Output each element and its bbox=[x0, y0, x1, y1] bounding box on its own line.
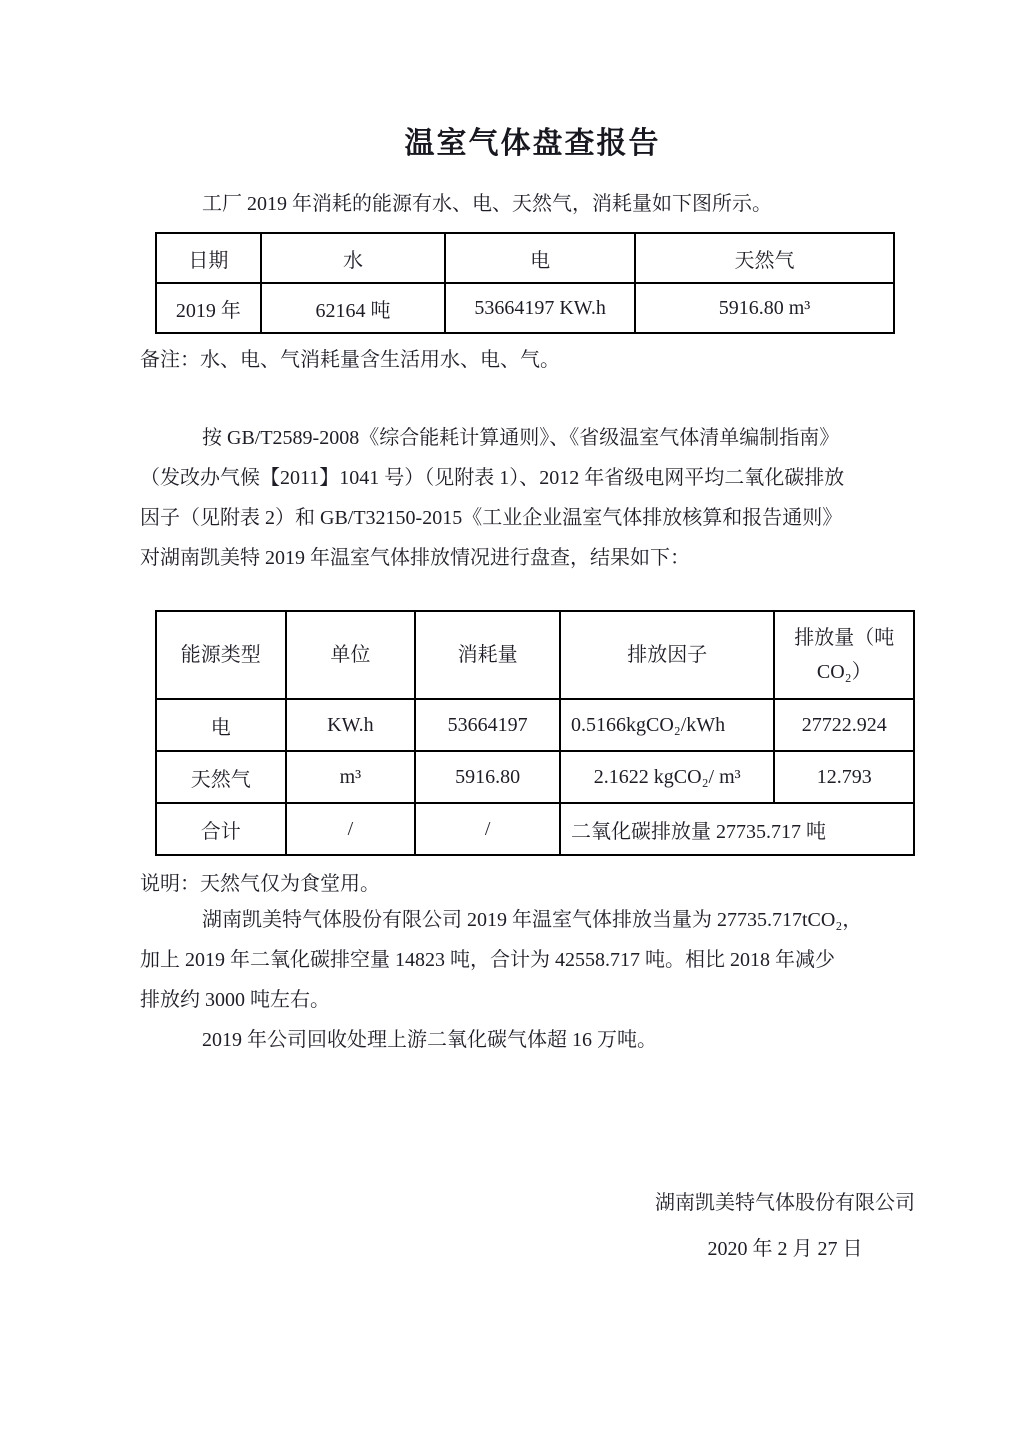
table2-remark: 说明：天然气仅为食堂用。 bbox=[140, 873, 380, 895]
cell-emission-factor: 2.1622 kgCO₂/ m³ bbox=[560, 751, 775, 803]
column-header-emission-factor: 排放因子 bbox=[560, 611, 775, 699]
cell-consumption: 53664197 bbox=[415, 699, 560, 751]
column-header-electricity: 电 bbox=[445, 233, 635, 283]
table-row-natural-gas bbox=[156, 751, 914, 803]
paragraph-line: 排放约 3000 吨左右。 bbox=[140, 989, 330, 1011]
intro-paragraph: 工厂 2019 年消耗的能源有水、电、天然气，消耗量如下图所示。 bbox=[202, 193, 772, 215]
cell-total-consumption: / bbox=[415, 803, 560, 855]
cell-total-unit: / bbox=[286, 803, 416, 855]
column-header-water: 水 bbox=[261, 233, 446, 283]
table-header-row bbox=[156, 611, 914, 699]
cell-energy-type: 电 bbox=[156, 699, 286, 751]
paragraph-line: 对湖南凯美特 2019 年温室气体排放情况进行盘查，结果如下： bbox=[140, 547, 690, 569]
cell-year: 2019 年 bbox=[156, 283, 261, 333]
paragraph-line: 2019 年公司回收处理上游二氧化碳气体超 16 万吨。 bbox=[202, 1029, 657, 1051]
emission-result-table bbox=[155, 610, 915, 856]
signature-company: 湖南凯美特气体股份有限公司 bbox=[655, 1192, 915, 1214]
signature-block bbox=[655, 1188, 915, 1264]
paragraph-line: （发改办气候【2011】1041 号）（见附表 1）、2012 年省级电网平均二氧化碳排放 bbox=[140, 467, 845, 489]
table-row bbox=[156, 283, 894, 333]
paragraph-line: 加上 2019 年二氧化碳排空量 14823 吨，合计为 42558.717 吨。相比 2018 年减少 bbox=[140, 949, 835, 971]
cell-total-emission: 二氧化碳排放量 27735.717 吨 bbox=[560, 803, 914, 855]
table-header-row bbox=[156, 233, 894, 283]
cell-emission-amount: 27722.924 bbox=[774, 699, 914, 751]
cell-water-value: 62164 吨 bbox=[261, 283, 446, 333]
cell-emission-factor: 0.5166kgCO₂/kWh bbox=[560, 699, 775, 751]
result-paragraph bbox=[140, 900, 915, 1060]
signature-date: 2020 年 2 月 27 日 bbox=[707, 1238, 863, 1260]
table-row-electricity bbox=[156, 699, 914, 751]
column-header-consumption: 消耗量 bbox=[415, 611, 560, 699]
table-row-total bbox=[156, 803, 914, 855]
cell-energy-type: 天然气 bbox=[156, 751, 286, 803]
table1-remark: 备注：水、电、气消耗量含生活用水、电、气。 bbox=[140, 349, 560, 371]
cell-unit: m³ bbox=[286, 751, 416, 803]
cell-total-label: 合计 bbox=[156, 803, 286, 855]
paragraph-line: 湖南凯美特气体股份有限公司 2019 年温室气体排放当量为 27735.717tCO₂， bbox=[202, 909, 863, 931]
column-header-natural-gas: 天然气 bbox=[635, 233, 894, 283]
cell-electricity-value: 53664197 KW.h bbox=[445, 283, 635, 333]
standards-paragraph bbox=[140, 418, 915, 578]
cell-unit: KW.h bbox=[286, 699, 416, 751]
column-header-emission-amount: 排放量（吨 CO₂） bbox=[774, 611, 914, 699]
paragraph-line: 按 GB/T2589-2008《综合能耗计算通则》、《省级温室气体清单编制指南》 bbox=[202, 427, 840, 449]
cell-consumption: 5916.80 bbox=[415, 751, 560, 803]
cell-gas-value: 5916.80 m³ bbox=[635, 283, 894, 333]
cell-emission-amount: 12.793 bbox=[774, 751, 914, 803]
page-title: 温室气体盘查报告 bbox=[404, 127, 661, 160]
energy-consumption-table bbox=[155, 232, 895, 334]
paragraph-line: 因子（见附表 2）和 GB/T32150-2015《工业企业温室气体排放核算和报告通则》 bbox=[140, 507, 843, 529]
column-header-unit: 单位 bbox=[286, 611, 416, 699]
column-header-energy-type: 能源类型 bbox=[156, 611, 286, 699]
column-header-date: 日期 bbox=[156, 233, 261, 283]
